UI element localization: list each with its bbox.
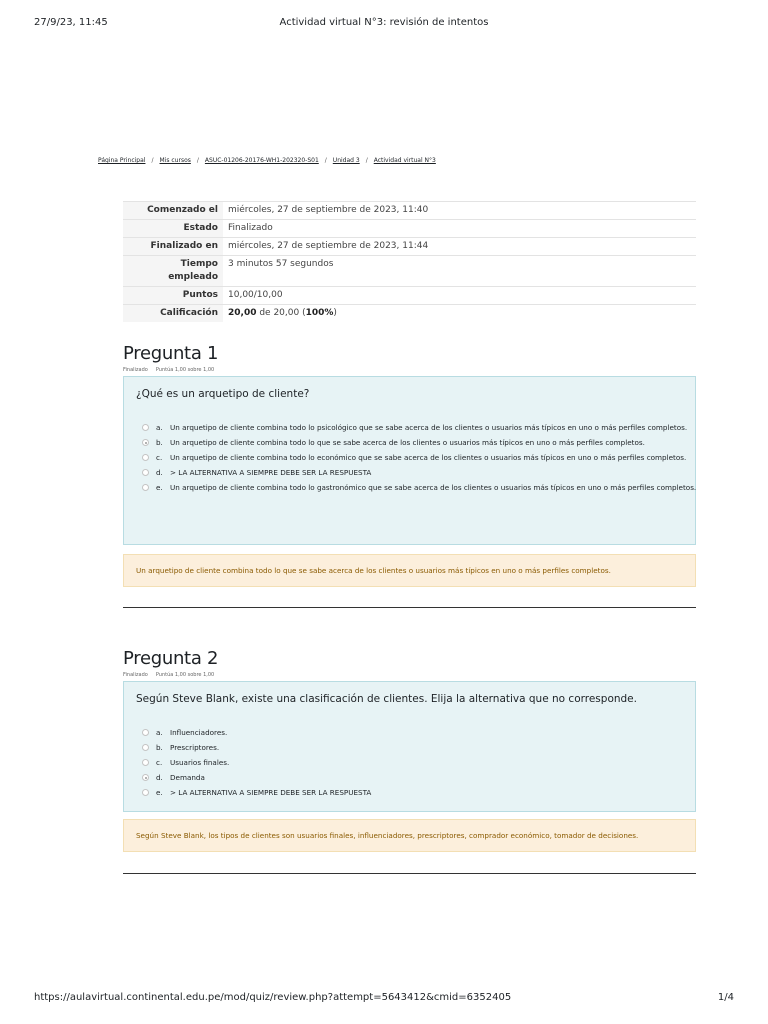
summary-label bbox=[123, 256, 223, 287]
breadcrumb-activity-link[interactable]: Actividad virtual N°3 bbox=[373, 157, 436, 164]
print-title: Actividad virtual N°3: revisión de intentos bbox=[279, 17, 489, 28]
option-text: > LA ALTERNATIVA A SIEMPRE DEBE SER LA RESPUESTA bbox=[170, 468, 372, 477]
option-letter: e. bbox=[156, 788, 163, 797]
summary-label: Calificación bbox=[123, 305, 223, 323]
option-letter: b. bbox=[156, 438, 163, 447]
answer-option bbox=[140, 466, 700, 479]
answer-option bbox=[140, 436, 700, 449]
feedback-text: Según Steve Blank, los tipos de clientes son usuarios finales, influenciadores, prescriptores, comprador económico, tomador de decisiones. bbox=[136, 831, 639, 840]
summary-label: Comenzado el bbox=[123, 202, 223, 220]
breadcrumb: Página Principal / Mis cursos / ASUC-01206-20176-WH1-202320-S01 / Unidad 3 / Actividad virtual N°3 bbox=[98, 157, 436, 164]
question-status: Finalizado bbox=[123, 367, 148, 373]
summary-label: Puntos bbox=[123, 287, 223, 305]
option-letter: a. bbox=[156, 728, 163, 737]
question-2-options bbox=[140, 726, 700, 801]
question-1-meta bbox=[123, 367, 222, 373]
summary-row-grade bbox=[123, 305, 696, 323]
summary-value: 3 minutos 57 segundos bbox=[223, 256, 696, 287]
summary-value: miércoles, 27 de septiembre de 2023, 11:40 bbox=[223, 202, 696, 220]
radio-button[interactable] bbox=[142, 469, 149, 476]
summary-label: Finalizado en bbox=[123, 238, 223, 256]
question-score: Puntúa 1,00 sobre 1,00 bbox=[155, 367, 215, 373]
divider bbox=[123, 873, 696, 874]
grade-score: 20,00 bbox=[228, 308, 257, 318]
question-2-text: Según Steve Blank, existe una clasificación de clientes. Elija la alternativa que no corresponde. bbox=[136, 693, 637, 705]
summary-value: Finalizado bbox=[223, 220, 696, 238]
breadcrumb-course-link[interactable]: ASUC-01206-20176-WH1-202320-S01 bbox=[204, 157, 319, 164]
radio-button[interactable] bbox=[142, 759, 149, 766]
radio-button[interactable] bbox=[142, 454, 149, 461]
attempt-summary-table bbox=[123, 201, 696, 322]
radio-button[interactable] bbox=[142, 424, 149, 431]
summary-label-line: Tiempo bbox=[180, 259, 218, 269]
radio-button-selected[interactable] bbox=[142, 774, 149, 781]
summary-row-points bbox=[123, 287, 696, 305]
option-letter: e. bbox=[156, 483, 163, 492]
summary-label-line: empleado bbox=[168, 272, 218, 282]
answer-option bbox=[140, 421, 700, 434]
breadcrumb-unit-link[interactable]: Unidad 3 bbox=[332, 157, 360, 164]
question-1-title: Pregunta 1 bbox=[123, 343, 219, 364]
question-2-meta bbox=[123, 672, 222, 678]
summary-row-started bbox=[123, 202, 696, 220]
option-letter: a. bbox=[156, 423, 163, 432]
option-text: Influenciadores. bbox=[170, 728, 228, 737]
breadcrumb-home-link[interactable]: Página Principal bbox=[98, 157, 146, 164]
answer-option bbox=[140, 481, 700, 494]
option-text: Un arquetipo de cliente combina todo lo gastronómico que se sabe acerca de los clientes o usuarios más típicos en uno o más perfiles completos. bbox=[170, 483, 697, 492]
grade-mid: de 20,00 ( bbox=[256, 308, 306, 318]
print-page-number: 1/4 bbox=[717, 992, 734, 1003]
option-letter: d. bbox=[156, 468, 163, 477]
divider bbox=[123, 607, 696, 608]
answer-option bbox=[140, 771, 700, 784]
option-text: Usuarios finales. bbox=[170, 758, 230, 767]
answer-option bbox=[140, 451, 700, 464]
question-2-feedback bbox=[123, 819, 696, 852]
radio-button[interactable] bbox=[142, 729, 149, 736]
feedback-text: Un arquetipo de cliente combina todo lo que se sabe acerca de los clientes o usuarios más típicos en uno o más perfiles completos. bbox=[136, 566, 611, 575]
summary-row-state bbox=[123, 220, 696, 238]
grade-percent: 100% bbox=[305, 308, 334, 318]
option-text: Demanda bbox=[170, 773, 205, 782]
answer-option bbox=[140, 756, 700, 769]
question-2-box bbox=[123, 681, 696, 812]
option-letter: b. bbox=[156, 743, 163, 752]
answer-option bbox=[140, 726, 700, 739]
option-text: Un arquetipo de cliente combina todo lo económico que se sabe acerca de los clientes o usuarios más típicos en uno o más perfiles completos. bbox=[170, 453, 687, 462]
question-score: Puntúa 1,00 sobre 1,00 bbox=[155, 672, 215, 678]
answer-option bbox=[140, 741, 700, 754]
summary-value bbox=[223, 305, 696, 323]
question-2-title: Pregunta 2 bbox=[123, 648, 219, 669]
grade-end: ) bbox=[333, 308, 337, 318]
summary-label: Estado bbox=[123, 220, 223, 238]
option-letter: d. bbox=[156, 773, 163, 782]
question-1-feedback bbox=[123, 554, 696, 587]
print-url: https://aulavirtual.continental.edu.pe/mod/quiz/review.php?attempt=5643412&cmid=6352405 bbox=[34, 992, 512, 1003]
option-text: Un arquetipo de cliente combina todo lo psicológico que se sabe acerca de los clientes o usuarios más típicos en uno o más perfiles completos. bbox=[170, 423, 688, 432]
question-status: Finalizado bbox=[123, 672, 148, 678]
option-letter: c. bbox=[156, 758, 163, 767]
summary-value: miércoles, 27 de septiembre de 2023, 11:44 bbox=[223, 238, 696, 256]
question-1-text: ¿Qué es un arquetipo de cliente? bbox=[136, 388, 310, 400]
summary-row-time bbox=[123, 256, 696, 287]
radio-button-selected[interactable] bbox=[142, 439, 149, 446]
summary-value: 10,00/10,00 bbox=[223, 287, 696, 305]
answer-option bbox=[140, 786, 700, 799]
radio-button[interactable] bbox=[142, 484, 149, 491]
option-text: > LA ALTERNATIVA A SIEMPRE DEBE SER LA RESPUESTA bbox=[170, 788, 372, 797]
option-text: Prescriptores. bbox=[170, 743, 220, 752]
print-header bbox=[0, 17, 768, 31]
breadcrumb-my-courses-link[interactable]: Mis cursos bbox=[159, 157, 191, 164]
radio-button[interactable] bbox=[142, 789, 149, 796]
option-text: Un arquetipo de cliente combina todo lo que se sabe acerca de los clientes o usuarios más típicos en uno o más perfiles completos. bbox=[170, 438, 645, 447]
question-1-options bbox=[140, 421, 700, 496]
option-letter: c. bbox=[156, 453, 163, 462]
summary-row-finished bbox=[123, 238, 696, 256]
print-date: 27/9/23, 11:45 bbox=[34, 17, 108, 28]
question-1-box bbox=[123, 376, 696, 545]
radio-button[interactable] bbox=[142, 744, 149, 751]
